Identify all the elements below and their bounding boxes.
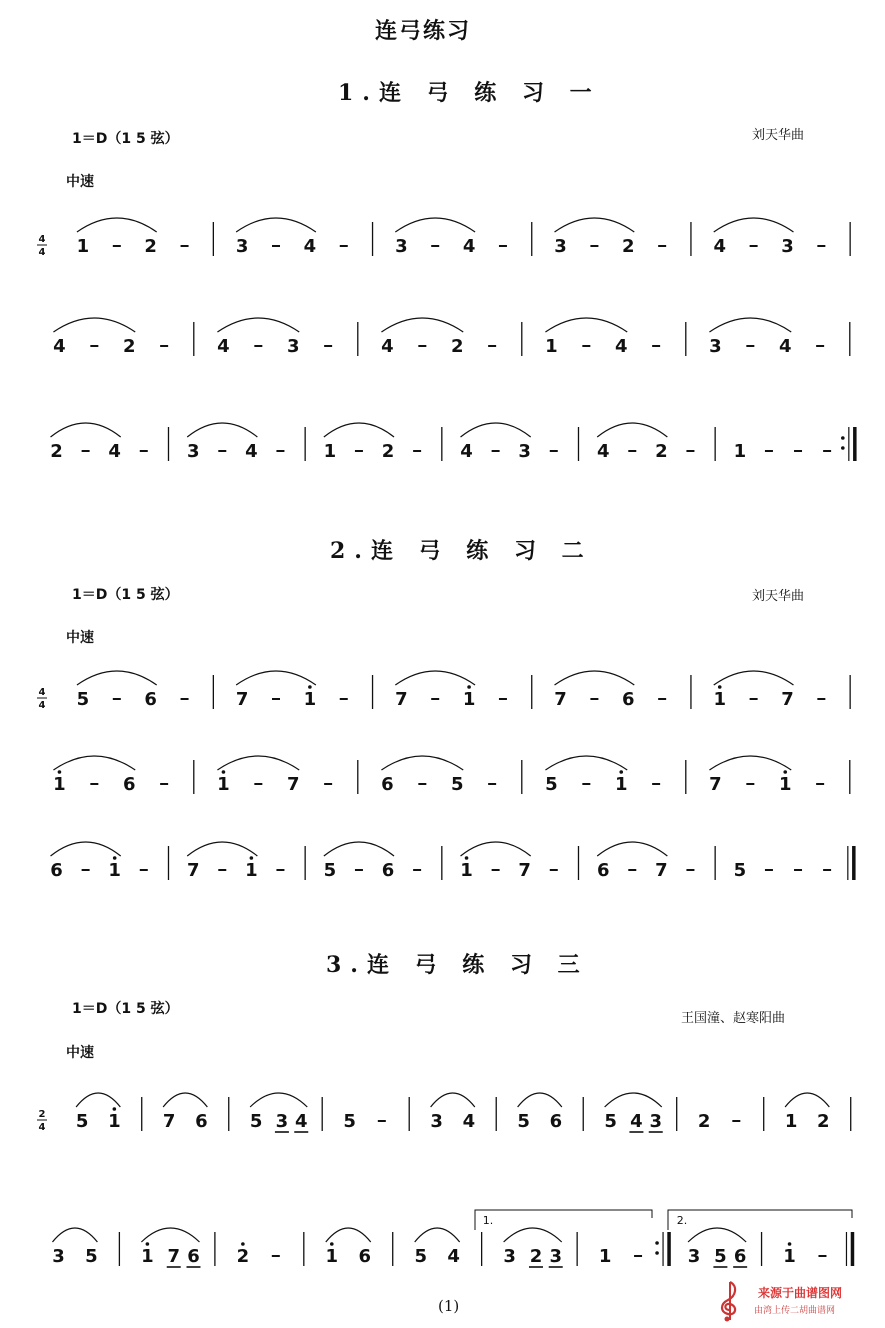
note-3: 3 [395, 236, 408, 257]
slur-mark [326, 1228, 371, 1242]
slur-mark [76, 1093, 120, 1107]
note-2: 2 [144, 236, 157, 257]
slur-mark [709, 756, 791, 770]
page-title: 连弓练习 [375, 18, 472, 44]
note-2: 2 [622, 236, 635, 257]
slur-mark [51, 842, 121, 856]
note-2: 2 [697, 1111, 711, 1132]
volta-label-1: 1. [482, 1214, 494, 1227]
note-4: 4 [381, 336, 394, 357]
slur-mark [77, 218, 157, 232]
slur-mark [518, 1093, 562, 1107]
note-2: 2 [450, 336, 464, 357]
note-3: 3 [275, 1111, 289, 1132]
note-7: 7 [186, 860, 200, 881]
time-sig-bottom: 4 [38, 247, 46, 258]
section-2-title: 2.连 弓 练 习 二 [330, 538, 593, 564]
note-5: 5 [76, 689, 90, 710]
note-7: 7 [395, 689, 408, 710]
note-4: 4 [460, 441, 473, 462]
note-3: 3 [709, 336, 722, 357]
note-1: 1 [53, 774, 66, 795]
note-1: 1 [784, 1111, 798, 1132]
note-7: 7 [709, 774, 722, 795]
repeat-dot [841, 446, 845, 450]
octave-dot [222, 770, 226, 774]
note-4: 4 [245, 441, 258, 462]
note-3: 3 [649, 1111, 663, 1132]
note-7: 7 [781, 689, 794, 710]
octave-dot [465, 856, 469, 860]
volta-label-2: 2. [676, 1214, 688, 1227]
section-1-title: 1.连 弓 练 习 一 [338, 80, 601, 106]
note-5: 5 [343, 1111, 356, 1132]
slur-mark [431, 1093, 475, 1107]
slur-mark [381, 756, 463, 770]
note-7: 7 [235, 689, 249, 710]
note-3: 3 [549, 1246, 563, 1267]
note-6: 6 [549, 1111, 563, 1132]
note-1: 1 [141, 1246, 154, 1267]
time-sig-top: 4 [38, 234, 46, 245]
octave-dot [467, 685, 471, 689]
slur-mark [324, 842, 394, 856]
note-7: 7 [554, 689, 567, 710]
note-5: 5 [85, 1246, 98, 1267]
octave-dot [146, 1242, 150, 1246]
note-2: 2 [529, 1246, 543, 1267]
note-2: 2 [817, 1111, 830, 1132]
note-4: 4 [294, 1111, 308, 1132]
note-3: 3 [503, 1246, 516, 1267]
note-5: 5 [517, 1111, 530, 1132]
octave-dot [619, 770, 623, 774]
slur-mark [545, 318, 627, 332]
note-1: 1 [598, 1246, 612, 1267]
slur-mark [709, 318, 791, 332]
note-1: 1 [323, 441, 337, 462]
note-4: 4 [108, 441, 121, 462]
note-1: 1 [733, 441, 747, 462]
note-1: 1 [303, 689, 317, 710]
slur-mark [785, 1093, 829, 1107]
note-4: 4 [614, 336, 628, 357]
slur-mark [688, 1228, 746, 1242]
note-6: 6 [733, 1246, 747, 1267]
note-6: 6 [358, 1246, 371, 1267]
octave-dot [783, 770, 787, 774]
page-number: (1) [438, 1297, 460, 1315]
repeat-dot [655, 1251, 659, 1255]
slur-mark [53, 756, 135, 770]
slur-mark [605, 1093, 662, 1107]
slur-mark [141, 1228, 199, 1242]
note-3: 3 [52, 1246, 65, 1267]
note-2: 2 [50, 441, 63, 462]
slur-mark [461, 423, 531, 437]
note-4: 4 [303, 236, 317, 257]
note-3: 3 [781, 236, 794, 257]
note-1: 1 [713, 689, 727, 710]
volta-bracket-1 [475, 1210, 652, 1230]
slur-mark [461, 842, 531, 856]
slur-mark [217, 318, 299, 332]
octave-dot [308, 685, 312, 689]
section-3-key: 1＝D（1 5 弦） [72, 1001, 179, 1017]
slur-mark [51, 423, 121, 437]
section-2-tempo: 中速 [66, 630, 94, 646]
note-1: 1 [545, 336, 558, 357]
time-sig-bottom: 4 [38, 1122, 46, 1133]
watermark-text: 来源于曲谱图网 [758, 1286, 843, 1300]
note-4: 4 [630, 1111, 643, 1132]
note-7: 7 [167, 1246, 180, 1267]
time-sig-top: 2 [38, 1109, 46, 1120]
note-6: 6 [122, 774, 136, 795]
note-5: 5 [75, 1111, 89, 1132]
note-5: 5 [604, 1111, 617, 1132]
note-6: 6 [381, 860, 395, 881]
slur-mark [395, 671, 475, 685]
section-1-tempo: 中速 [66, 174, 94, 190]
volta-bracket-2 [668, 1210, 852, 1230]
note-3: 3 [518, 441, 531, 462]
slur-mark [187, 423, 257, 437]
note-4: 4 [462, 1111, 476, 1132]
note-6: 6 [187, 1246, 200, 1267]
section-1-key: 1＝D（1 5 弦） [72, 131, 179, 147]
note-5: 5 [733, 860, 747, 881]
note-2: 2 [655, 441, 668, 462]
slur-mark [236, 671, 316, 685]
slur-mark [381, 318, 463, 332]
section-3-title: 3.连 弓 练 习 三 [326, 952, 589, 978]
repeat-dot [655, 1241, 659, 1245]
section-2-key: 1＝D（1 5 弦） [72, 587, 179, 603]
note-1: 1 [108, 1111, 121, 1132]
note-1: 1 [76, 236, 90, 257]
slur-mark [545, 756, 627, 770]
note-4: 4 [713, 236, 727, 257]
octave-dot [330, 1242, 334, 1246]
slur-mark [53, 318, 135, 332]
section-3-tempo: 中速 [66, 1045, 94, 1061]
note-1: 1 [460, 860, 473, 881]
slur-mark [555, 218, 635, 232]
octave-dot [718, 685, 722, 689]
note-7: 7 [518, 860, 531, 881]
slur-mark [187, 842, 257, 856]
treble-clef-icon [712, 1278, 748, 1322]
note-2: 2 [122, 336, 136, 357]
section-1-composer: 刘天华曲 [752, 128, 805, 143]
slur-mark [597, 423, 667, 437]
slur-mark [714, 671, 794, 685]
time-sig-bottom: 4 [38, 700, 46, 711]
note-5: 5 [414, 1246, 427, 1267]
note-4: 4 [596, 441, 610, 462]
note-2: 2 [236, 1246, 250, 1267]
slur-mark [395, 218, 475, 232]
note-2: 2 [381, 441, 395, 462]
note-5: 5 [545, 774, 558, 795]
repeat-dot [841, 436, 845, 440]
note-5: 5 [450, 774, 464, 795]
octave-dot [250, 856, 254, 860]
note-3: 3 [554, 236, 567, 257]
slur-mark [714, 218, 794, 232]
octave-dot [788, 1242, 792, 1246]
note-7: 7 [162, 1111, 176, 1132]
section-3-composer: 王国潼、赵寒阳曲 [681, 1011, 786, 1026]
note-1: 1 [245, 860, 258, 881]
note-5: 5 [714, 1246, 727, 1267]
slur-mark [415, 1228, 460, 1242]
slur-mark [236, 218, 316, 232]
octave-dot [113, 1107, 117, 1111]
note-1: 1 [217, 774, 230, 795]
slur-mark [250, 1093, 307, 1107]
note-6: 6 [381, 774, 394, 795]
note-1: 1 [783, 1246, 796, 1267]
time-sig-top: 4 [38, 687, 46, 698]
note-3: 3 [430, 1111, 443, 1132]
watermark-subtext: 由湾上传二胡曲谱网 [754, 1306, 836, 1316]
note-3: 3 [186, 441, 200, 462]
note-4: 4 [217, 336, 230, 357]
note-1: 1 [325, 1246, 339, 1267]
slur-mark [555, 671, 635, 685]
note-7: 7 [286, 774, 300, 795]
note-1: 1 [108, 860, 121, 881]
note-5: 5 [323, 860, 337, 881]
note-6: 6 [596, 860, 610, 881]
note-5: 5 [249, 1111, 263, 1132]
note-6: 6 [50, 860, 63, 881]
note-1: 1 [614, 774, 628, 795]
note-7: 7 [655, 860, 668, 881]
note-1: 1 [462, 689, 476, 710]
slur-mark [504, 1228, 562, 1242]
slur-mark [597, 842, 667, 856]
note-4: 4 [53, 336, 66, 357]
slur-mark [324, 423, 394, 437]
note-4: 4 [447, 1246, 460, 1267]
octave-dot [241, 1242, 245, 1246]
note-1: 1 [778, 774, 792, 795]
note-3: 3 [687, 1246, 701, 1267]
note-6: 6 [195, 1111, 208, 1132]
note-4: 4 [462, 236, 476, 257]
slur-mark [77, 671, 157, 685]
watermark-logo [712, 1278, 748, 1322]
section-2-composer: 刘天华曲 [752, 589, 805, 604]
note-3: 3 [235, 236, 249, 257]
slur-mark [52, 1228, 97, 1242]
note-6: 6 [144, 689, 157, 710]
note-6: 6 [622, 689, 635, 710]
octave-dot [58, 770, 62, 774]
note-4: 4 [778, 336, 792, 357]
note-3: 3 [286, 336, 300, 357]
octave-dot [113, 856, 117, 860]
slur-mark [163, 1093, 207, 1107]
slur-mark [217, 756, 299, 770]
